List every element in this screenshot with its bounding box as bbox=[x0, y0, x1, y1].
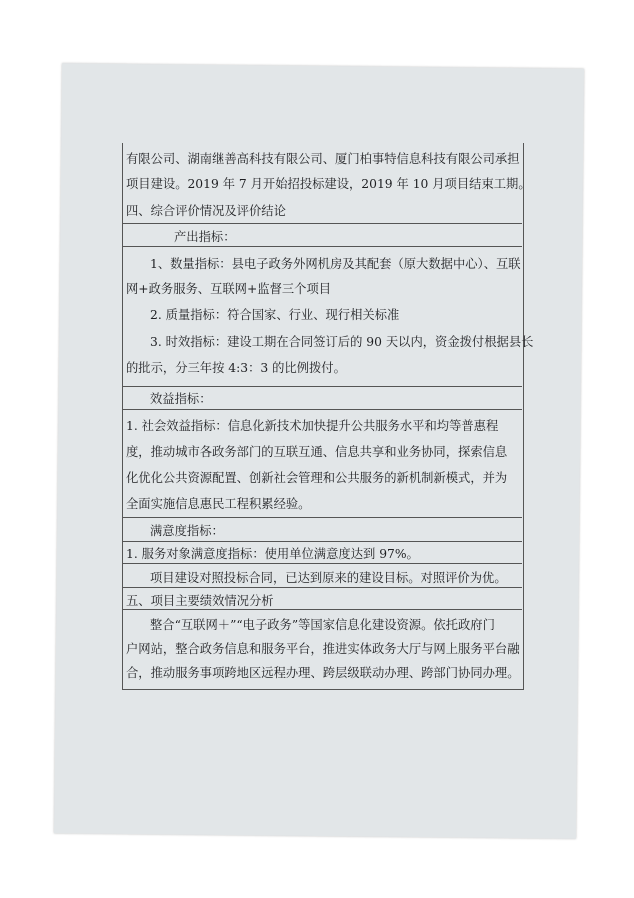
table-row-divider bbox=[122, 223, 522, 224]
table-row-divider bbox=[122, 609, 522, 610]
satisfaction-indicator: 1. 服务对象满意度指标：使用单位满意度达到 97%。 bbox=[126, 547, 419, 561]
table-row-divider bbox=[122, 563, 522, 564]
social-benefit-line4: 全面实施信息惠民工程积累经验。 bbox=[126, 497, 311, 511]
performance-analysis-line1: 整合“互联网＋”“电子政务”等国家信息化建设资源。依托政府门 bbox=[150, 618, 495, 632]
benefit-indicators-heading: 效益指标： bbox=[150, 392, 212, 406]
table-row-divider bbox=[122, 517, 522, 518]
performance-analysis-line3: 合，推动服务事项跨地区远程办理、跨层级联动办理、跨部门协同办理。 bbox=[126, 666, 520, 680]
table-row-divider bbox=[122, 587, 522, 588]
body-line-continuation: 有限公司、湖南继善高科技有限公司、厦门柏事特信息科技有限公司承担 bbox=[126, 152, 520, 166]
quantity-indicator-line2: 网+政务服务、互联网+监督三个项目 bbox=[126, 282, 332, 296]
quality-indicator: 2. 质量指标：符合国家、行业、现行相关标准 bbox=[150, 308, 400, 322]
output-indicators-heading: 产出指标： bbox=[174, 230, 236, 244]
evaluation-conclusion: 项目建设对照投标合同，已达到原来的建设目标。对照评价为优。 bbox=[150, 571, 507, 585]
quantity-indicator-line1: 1、数量指标：县电子政务外网机房及其配套（原大数据中心）、互联 bbox=[150, 257, 521, 271]
table-row-divider bbox=[122, 246, 522, 247]
table-row-divider bbox=[122, 541, 522, 542]
table-row-divider bbox=[122, 409, 522, 410]
performance-analysis-line2: 户网站，整合政务信息和服务平台，推进实体政务大厅与网上服务平台融 bbox=[126, 642, 520, 656]
section-heading-5: 五、项目主要绩效情况分析 bbox=[126, 594, 274, 608]
document-body bbox=[122, 143, 534, 691]
timeliness-indicator-line2: 的批示，分三年按 4:3：3 的比例拨付。 bbox=[126, 361, 346, 375]
section-heading-4: 四、综合评价情况及评价结论 bbox=[126, 204, 286, 218]
social-benefit-line2: 度，推动城市各政务部门的互联互通、信息共享和业务协同，探索信息 bbox=[126, 445, 508, 459]
satisfaction-indicators-heading: 满意度指标： bbox=[150, 524, 224, 538]
social-benefit-line1: 1. 社会效益指标：信息化新技术加快提升公共服务水平和均等普惠程 bbox=[126, 419, 499, 433]
table-row-divider bbox=[122, 386, 522, 387]
body-line-schedule: 项目建设。2019 年 7 月开始招投标建设，2019 年 10 月项目结束工期。 bbox=[126, 177, 531, 191]
social-benefit-line3: 化优化公共资源配置、创新社会管理和公共服务的新机制新模式，并为 bbox=[126, 471, 508, 485]
timeliness-indicator-line1: 3. 时效指标：建设工期在合同签订后的 90 天以内，资金拨付根据县长 bbox=[150, 335, 534, 349]
